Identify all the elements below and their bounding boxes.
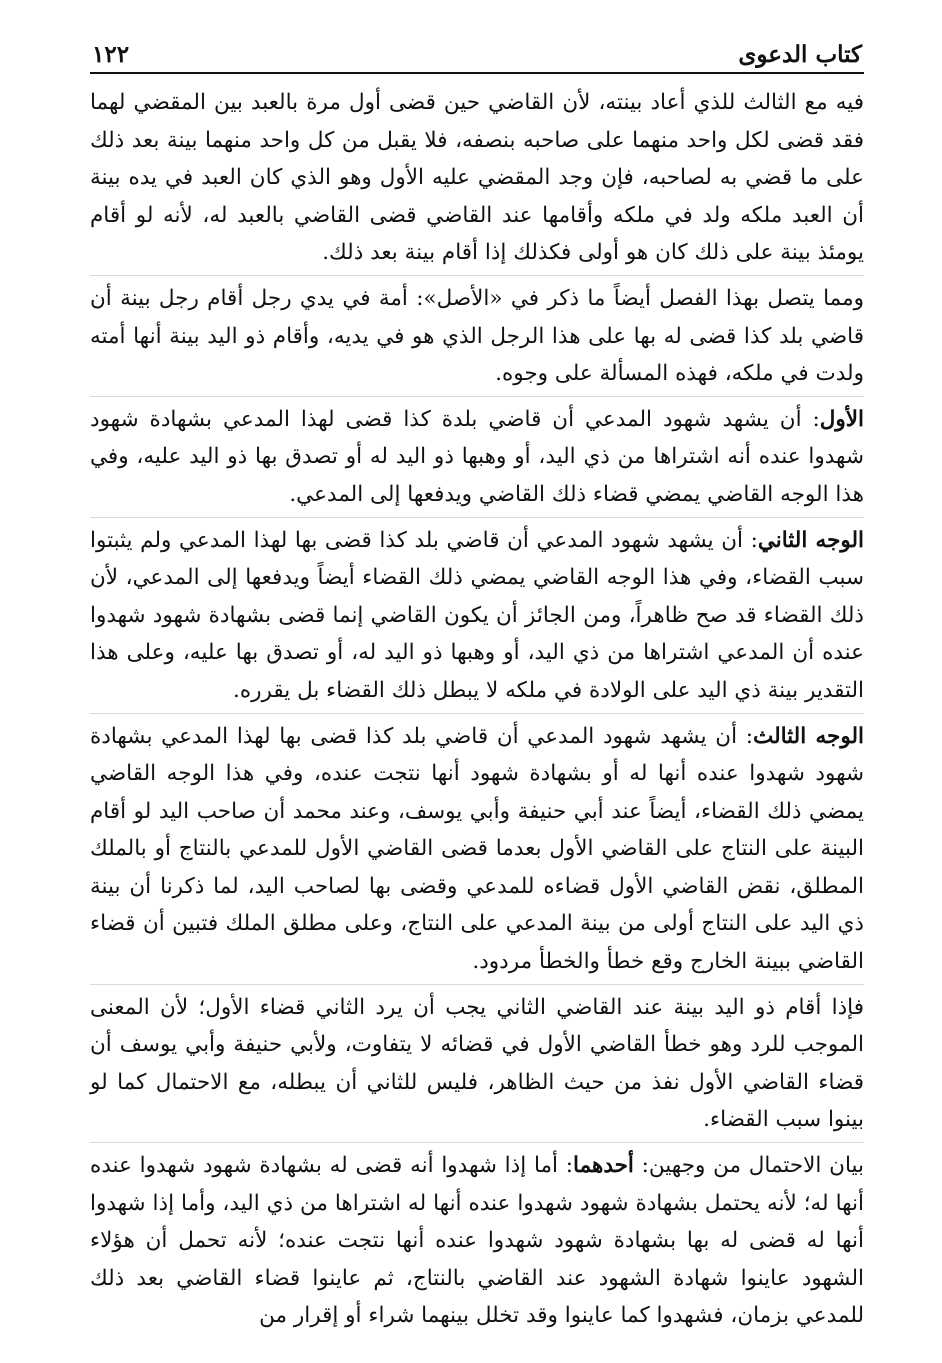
paragraph-2 bbox=[90, 275, 864, 393]
paragraph-text: : أن يشهد شهود المدعي أن قاضي بلدة كذا قضى لهذا المدعي بشهادة شهود شهدوا عنده أنه اشتراها من ذي اليد، أو وهبها ذو اليد له أو تصدق بها ذو اليد عليه، وفي هذا الوجه القاضي يمضي قضاء ذلك القاضي ويدفعها إلى المدعي. bbox=[90, 406, 864, 507]
page-body bbox=[90, 84, 864, 1335]
paragraph-text: فإذا أقام ذو اليد بينة عند القاضي الثاني يجب أن يرد الثاني قضاء الأول؛ لأن المعنى الموجب للرد وهو خطأ القاضي الأول في قضائه لا يتفاوت، ولأبي حنيفة وأبي يوسف أن قضاء القاضي الأول نفذ من حيث الظاهر، فليس للثاني أن يبطله، مع الاحتمال كما لو بينوا سبب القضاء. bbox=[90, 994, 864, 1133]
paragraph-5 bbox=[90, 713, 864, 981]
paragraph-text: فيه مع الثالث للذي أعاد بينته، لأن القاضي حين قضى أول مرة بالعبد بين المقضي لهما فقد قضى لكل واحد منهما على صاحبه بنصفه، فلا يقبل من كل واحد منهما بينة بعد ذلك على ما قضي به لصاحبه، فإن وجد المقضي عليه الأول وهو الذي كان العبد في يده بينة أن العبد ملكه ولد في ملكه وأقامها عند القاضي قضى القاضي بالعبد له، لأنه لو أقام يومئذ بينة على ذلك كان هو أولى فكذلك إذا أقام بينة بعد ذلك. bbox=[90, 90, 864, 266]
paragraph-text: : أن يشهد شهود المدعي أن قاضي بلد كذا قضى بها لهذا المدعي بشهادة شهود شهدوا عنده أنها له أو بشهادة شهود أنها نتجت عنده، وفي هذا الوجه القاضي يمضي ذلك القضاء، أيضاً عند أبي حنيفة وأبي يوسف، وعند محمد أن صاحب اليد لو أقام البينة على النتاج على القاضي الأول بعدما قضى القاضي الأول للمدعي بالنتاج أو بالملك المطلق، نقض القاضي الأول قضاءه للمدعي وقضى بها لصاحب اليد، لما ذكرنا أن بينة ذي اليد على النتاج أولى من بينة المدعي على النتاج، وعلى مطلق الملك فتبين أن قضاء القاضي ببينة الخارج وقع خطأ والخطأ مردود. bbox=[90, 723, 864, 975]
paragraph-text: بيان الاحتمال من وجهين: bbox=[633, 1153, 864, 1179]
paragraph-text: ومما يتصل بهذا الفصل أيضاً ما ذكر في «الأصل»: أمة في يدي رجل أقام رجل بينة أن قاضي بلد كذا قضى له بها على هذا الرجل الذي هو في يديه، وأقام ذو اليد بينة أنها أمته ولدت في ملكه، فهذه المسألة على وجوه. bbox=[90, 285, 864, 387]
book-title: كتاب الدعوى bbox=[738, 41, 862, 68]
paragraph-lead: الأول bbox=[819, 406, 864, 432]
paragraph-6 bbox=[90, 984, 864, 1139]
paragraph-lead: الوجه الثالث bbox=[752, 723, 864, 749]
paragraph-lead: أحدهما bbox=[573, 1153, 634, 1179]
paragraph-text-continued: : أما إذا شهدوا أنه قضى له بشهادة شهود شهدوا عنده أنها له؛ لأنه يحتمل بشهادة شهود شهدوا عنده أنها له اشتراها من ذي اليد، وأما إذا شهدوا أنها له قضى له بها بشهادة شهود شهدوا عنده أنها نتجت عنده؛ لأنه تحمل أن هؤلاء الشهود عاينوا شهادة الشهود عند القاضي بالنتاج، ثم عاينوا قضاء القاضي بعد ذلك للمدعي بزمان، فشهدوا كما عاينوا وقد تخلل بينهما شراء أو إقرار من bbox=[90, 1153, 864, 1329]
paragraph-lead: الوجه الثاني bbox=[757, 527, 864, 553]
paragraph-3 bbox=[90, 396, 864, 514]
paragraph-text: : أن يشهد شهود المدعي أن قاضي بلد كذا قضى بها لهذا المدعي ولم يثبتوا سبب القضاء، وفي هذا الوجه القاضي يمضي ذلك القضاء أيضاً ويدفعها إلى المدعي، لأن ذلك القضاء قد صح ظاهراً، ومن الجائز أن يكون القاضي إنما قضى بشهادة شهود شهدوا عنده أن المدعي اشتراها من ذي اليد، أو وهبها ذو اليد له، أو تصدق بها عليه، وعلى هذا التقدير بينة ذي اليد على الولادة في ملكه لا يبطل ذلك القضاء بل يقرره. bbox=[90, 527, 864, 703]
page-number: ١٢٢ bbox=[92, 41, 130, 68]
paragraph-7 bbox=[90, 1142, 864, 1335]
paragraph-1 bbox=[90, 84, 864, 272]
page-header bbox=[90, 30, 864, 74]
paragraph-4 bbox=[90, 517, 864, 710]
